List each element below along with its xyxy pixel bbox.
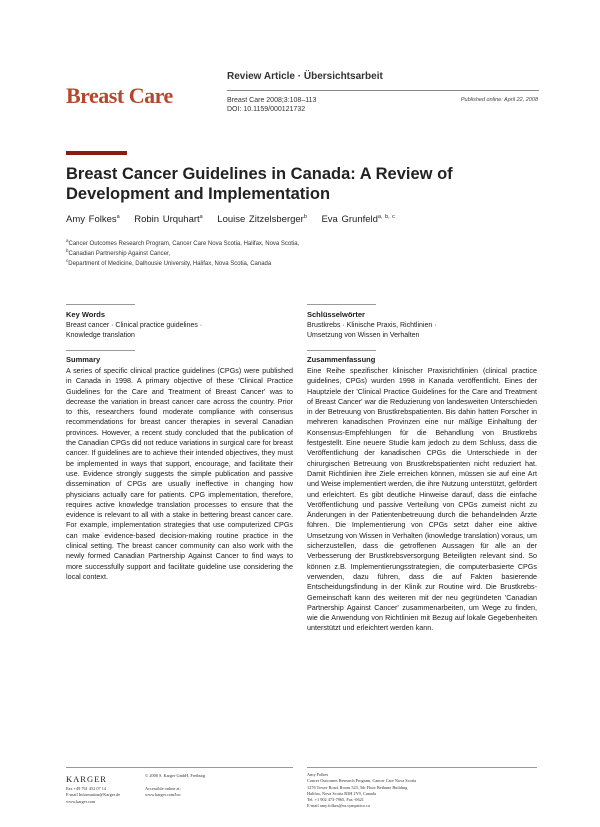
copyright: © 2008 S. Karger GmbH, Freiburg (145, 773, 206, 778)
column-rule (66, 304, 135, 305)
footer-rule (66, 767, 293, 768)
zusammenfassung-heading: Zusammenfassung (307, 355, 376, 364)
column-rule (66, 350, 135, 351)
affiliation: $^b$Canadian Partnership Against Cancer, (66, 248, 171, 257)
author: Louise Zitzelsberger$^b$ (217, 214, 307, 226)
online-access: Accessible online at: www.karger.com/brc (145, 786, 181, 798)
publisher-email[interactable]: E-mail Information@Karger.de (66, 792, 120, 798)
journal-citation: Breast Care 2008;3:108–113 (227, 97, 317, 104)
summary-heading: Summary (66, 355, 101, 364)
correspondence: Amy Folkes Cancer Outcomes Research Program, Cancer Care Nova Scotia 1276 Tower Road, Room 523, 5th Floor Bethune Building Halifax, Nova Scotia B3H 2Y9, Canada Tel. +1 902 473-7965, Fax -0621 E-mail amy.folkes@ns.sympatico.ca (307, 772, 417, 809)
author: Eva Grunfeld$^{a, b, c}$ (321, 214, 395, 226)
zusammenfassung-text: Eine Reihe spezifischer klinischer Praxisrichtlinien (clinical practice guidelines, CPGs) wurden 1998 in Kanada veröffentlicht. Eines der Hauptziele der 'Clinical Practice Guidelines for the Care and Treatment of Breast Cancer' war die Reduzierung von landesweiten Unterschieden in der Betreuung von Brustkrebspatienten. Bis dahin hatten Forscher in mehreren kanadischen Provinzen eine nur mäßige Einhaltung der Konsensus-Empfehlungen für die Behandlung von Brustkrebs festgestellt. Eine neuere Studie kam jedoch zu dem Schluss, dass die Veröffentlichung der kanadischen CPGs die Unterschiede in der chirurgischen Betreuung von Brustkrebspatienten nicht reduziert hat. Damit Richtlinien ihre Ziele erreichen können, müssen sie auf eine Art und Weise implementiert werden, die ihre Nutzung unterstützt, gefördert und erleichtert. Es gibt deutliche Hinweise darauf, dass die einfache Veröffentlichung und passive Verteilung von CPGs zumeist nicht zu Änderungen in der Patientenbetreuung durch die behandelnden Ärzte führen. Die Implementierung von CPGs setzt daher eine aktive Umsetzung von Wissen in Verhalten (knowledge translation) voraus, um sicherzustellen, dass die getroffenen Aussagen für alle an der Verbesserung der Brustkrebsversorgung Beteiligten relevant sind. So können z.B. Implementierungsstrategien, die computerbasierte CPGs verwenden, dazu führen, dass die auf Fakten basierende Entscheidungsfindung in der Klinik zur Routine wird. Die Brustkrebs-Gemeinschaft kann des weiteren mit der neu gegründeten 'Canadian Partnership Against Cancer' zusammenarbeiten, um Wege zu finden, wie die Anwendung von Richtlinien mit Bezug auf lokale Gegebenheiten unterstützt und erleichtert werden kann. (307, 366, 537, 633)
keywords: Breast cancer · Clinical practice guidelines · Knowledge translation (66, 322, 203, 339)
column-rule (307, 304, 376, 305)
title-accent-bar (66, 151, 127, 155)
article-type: Review Article · Übersichtsarbeit (227, 71, 383, 82)
publisher-contact: Fax +49 761 452 07 14 E-mail Information@Karger.de www.karger.com (66, 786, 120, 804)
doi[interactable]: DOI: 10.1159/000121732 (227, 106, 306, 113)
publisher-logo: KARGER (66, 774, 107, 784)
schluesselwoerter: Brustkrebs · Klinische Praxis, Richtlinien · Umsetzung von Wissen in Verhalten (307, 322, 437, 339)
summary-text: A series of specific clinical practice guidelines (CPGs) were published in Canada in 1998. A primary objective of these 'Clinical Practice Guidelines for the Care and Treatment of Breast Cancer' was to decrease the variation in breast cancer care across the country. Prior to this, researchers found moderate compliance with consensus recommendations for breast cancer therapies in several Canadian provinces. However, a recent study concluded that the publication of the Canadian CPGs did not reduce variations in surgical care for breast cancer. If guidelines are to achieve their intended objectives, they must be implemented in ways that support, encourage, and facilitate their use. Evidence strongly suggests the simple publication and passive dissemination of CPGs are usually ineffective in changing how physicians actually care for patients. CPG implementation, therefore, requires active knowledge translation processes to ensure that the evidence is relevant to all with a stake in bettering breast cancer care. For example, implementation strategies that use computerized CPGs can make evidence-based decision-making routine practice in the clinical setting. The breast cancer community can also work with the newly formed Canadian Partnership Against Cancer to find ways to more successfully support and facilitate guideline use considering the local context. (66, 366, 293, 581)
online-access-link[interactable]: www.karger.com/brc (145, 792, 181, 798)
affiliation: $^a$Cancer Outcomes Research Program, Cancer Care Nova Scotia, Halifax, Nova Scotia, (66, 238, 300, 247)
journal-logo: Breast Care (66, 83, 173, 108)
published-date: Published online: April 22, 2008 (460, 97, 538, 103)
schluesselwoerter-heading: Schlüsselwörter (307, 310, 365, 319)
header-divider (227, 90, 539, 91)
keywords-heading: Key Words (66, 310, 106, 319)
publisher-website[interactable]: www.karger.com (66, 798, 96, 804)
affiliation: $^c$Department of Medicine, Dalhousie University, Halifax, Nova Scotia, Canada (66, 258, 272, 267)
author-list (66, 214, 395, 225)
article-title: Breast Cancer Guidelines in Canada: A Review of Development and Implementation (66, 165, 453, 203)
author: Amy Folkes$^a$ (66, 214, 120, 226)
correspondence-email[interactable]: E-mail amy.folkes@ns.sympatico.ca (307, 803, 370, 809)
author: Robin Urquhart$^a$ (134, 214, 203, 226)
column-rule (307, 350, 376, 351)
footer-rule (307, 767, 537, 768)
